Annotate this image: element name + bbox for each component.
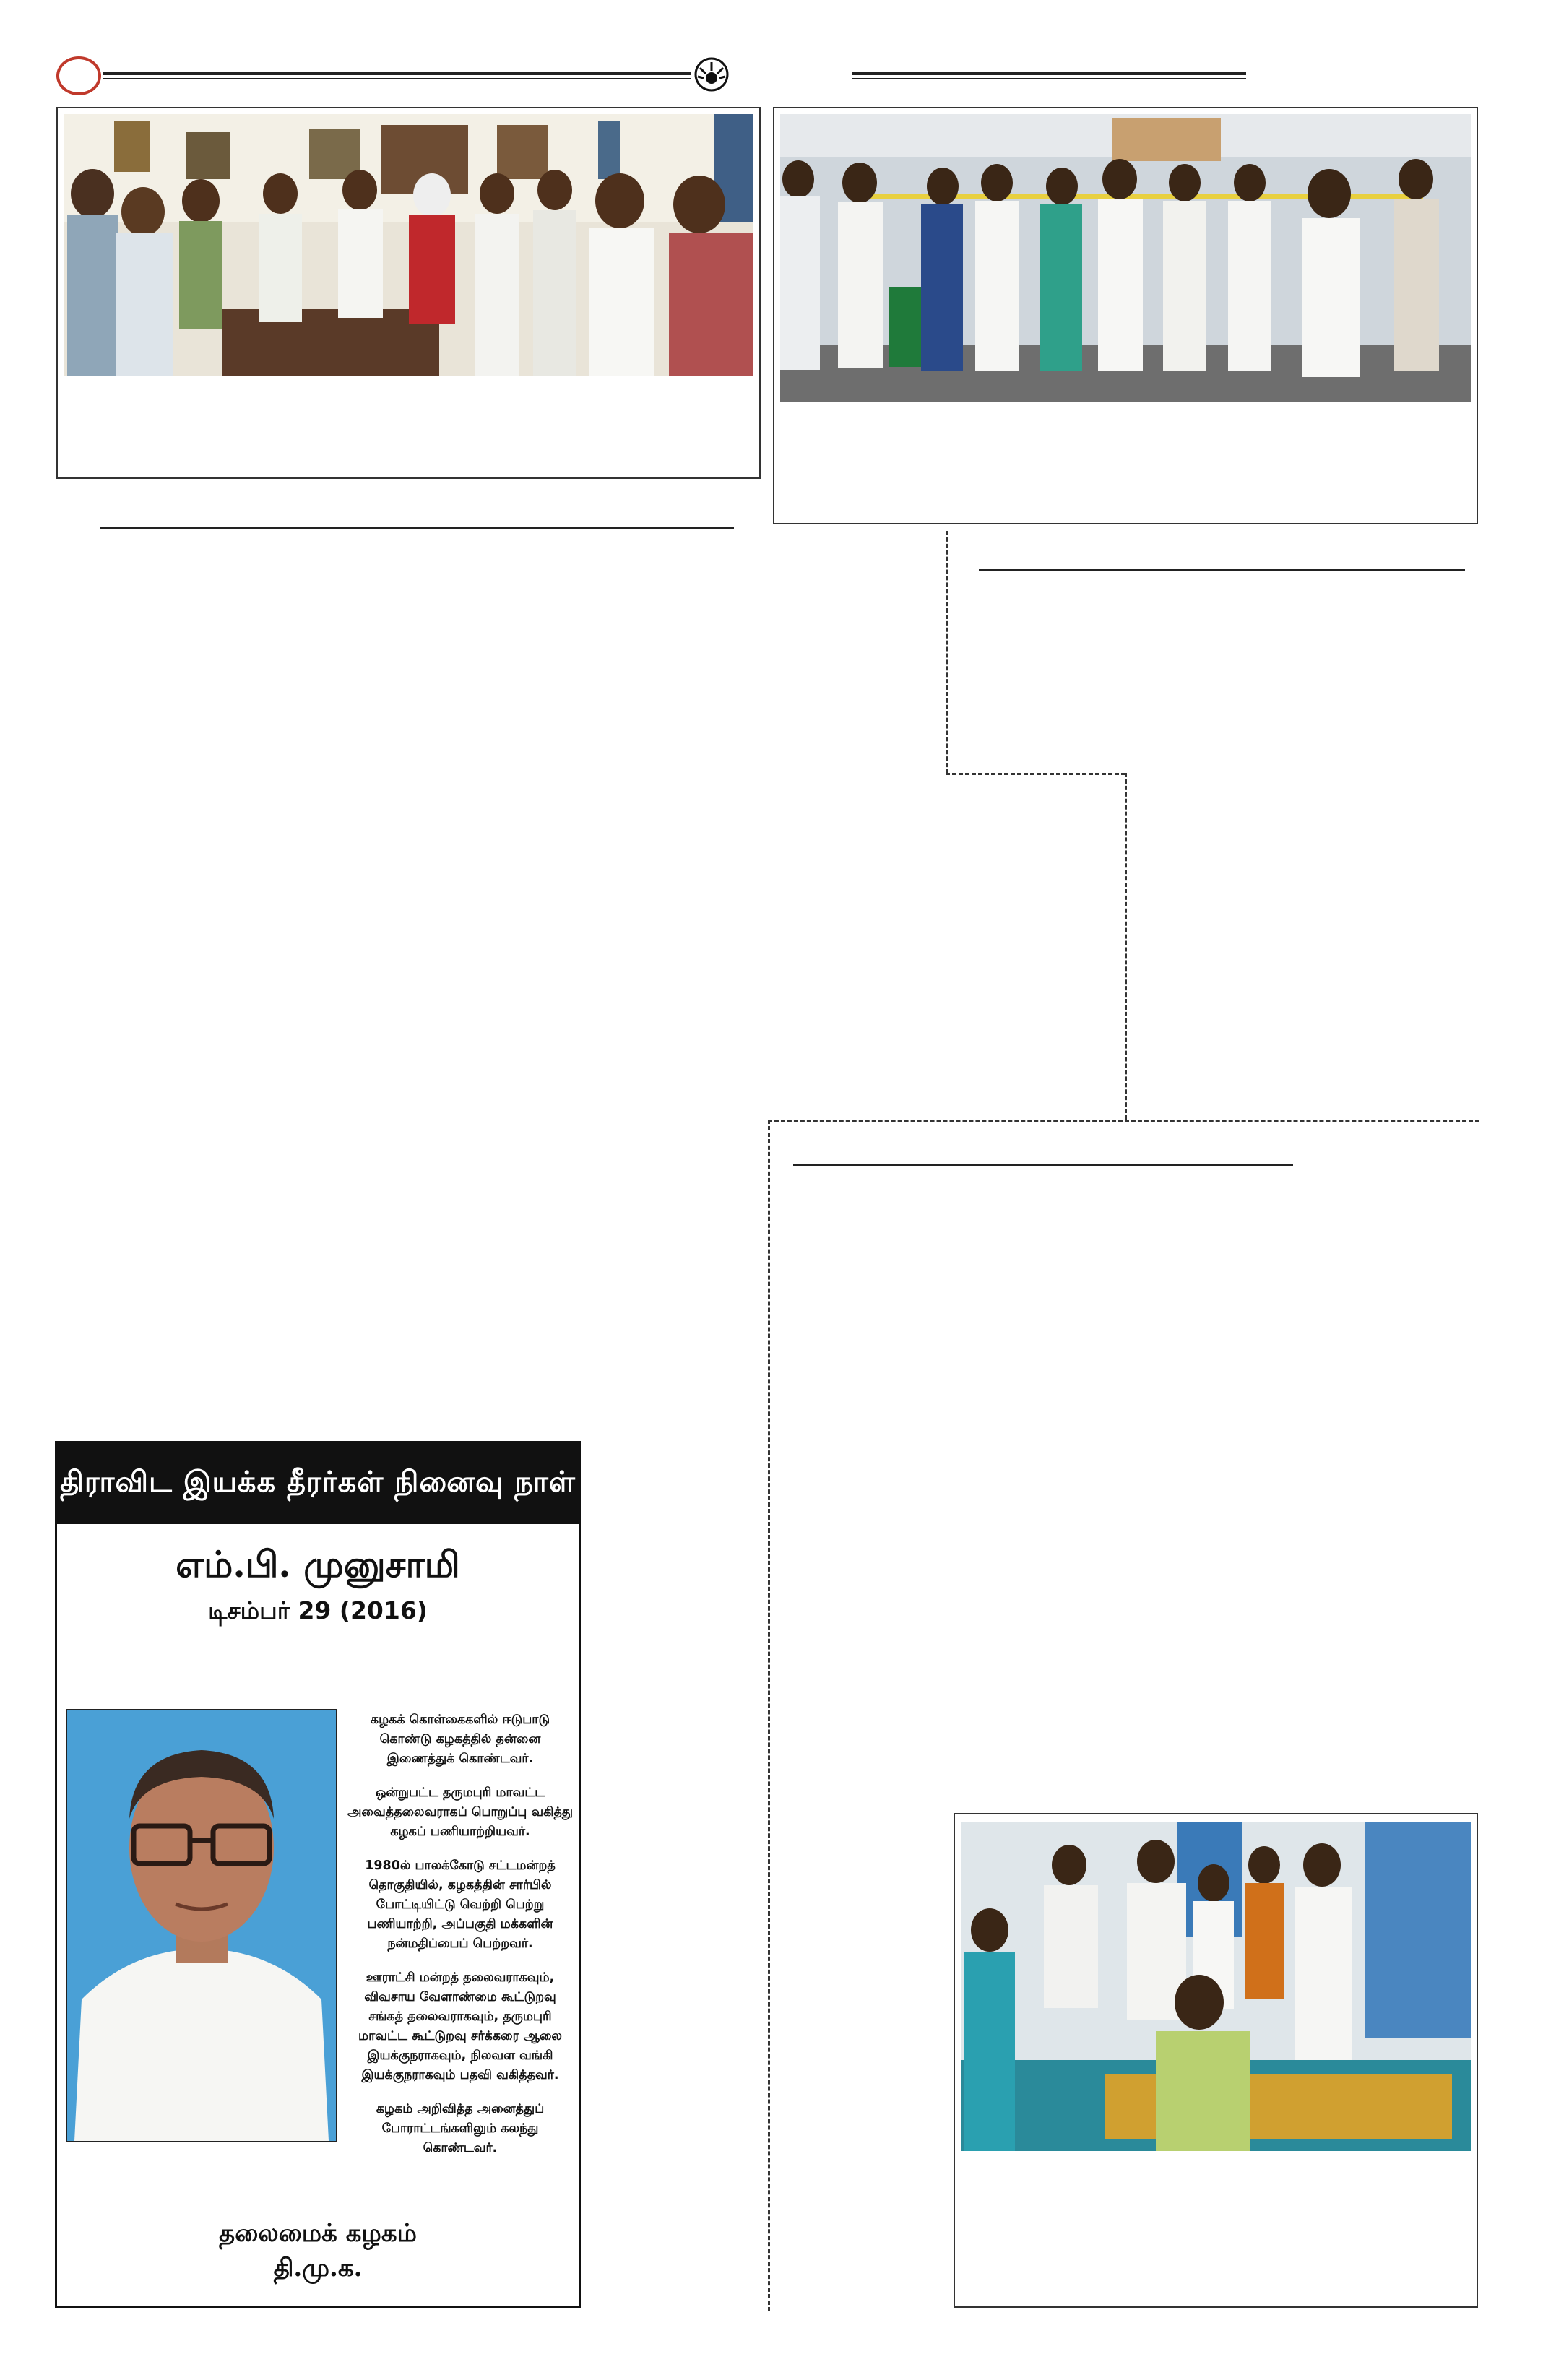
photo-ribbon-cutting	[780, 114, 1471, 402]
divider-dashed-v2	[1125, 773, 1127, 1120]
rising-sun-logo-icon	[693, 56, 730, 92]
divider-dashed-h2	[768, 1120, 1479, 1122]
obituary-date: டிசம்பர் 29 (2016)	[208, 1596, 428, 1624]
obituary-bio-para: ஒன்றுபட்ட தருமபுரி மாவட்ட அவைத்தலைவராகப் பொறுப்பு வகித்து கழகப் பணியாற்றியவர்.	[347, 1786, 574, 1839]
obituary-header: திராவிட இயக்க தீரர்கள் நினைவு நாள்	[57, 1443, 579, 1524]
obituary-card	[55, 1441, 581, 2308]
masthead-circle	[56, 56, 101, 95]
obituary-bio	[346, 1710, 574, 2173]
article-rule-left	[100, 527, 734, 529]
obituary-bio-para: 1980ல் பாலக்கோடு சட்டமன்றத் தொகுதியில், கழகத்தின் சார்பில் போட்டியிட்டு வெற்றி பெற்று பணியாற்றி, அப்பகுதி மக்களின் நன்மதிப்பைப் பெற்றவர்.	[365, 1858, 556, 1951]
divider-dashed-v3	[768, 1120, 770, 2311]
photo-hospital-visit	[961, 1822, 1471, 2151]
obituary-portrait	[66, 1709, 337, 2142]
obituary-org-line1: தலைமைக் கழகம்	[219, 2219, 417, 2248]
obituary-bio-para: கழகக் கொள்கைகளில் ஈடுபாடு கொண்டு கழகத்தில் தன்னை இணைத்துக் கொண்டவர்.	[370, 1713, 550, 1766]
masthead-rule-left-thin	[103, 78, 691, 79]
obituary-org	[57, 2216, 579, 2285]
photo-office-meeting	[64, 114, 753, 376]
obituary-bio-para: கழகம் அறிவித்த அனைத்துப் போராட்டங்களிலும் கலந்து கொண்டவர்.	[376, 2102, 545, 2155]
masthead-rule-left	[103, 72, 691, 75]
obituary-org-line2: தி.மு.க.	[273, 2254, 363, 2282]
article-rule-right-top	[979, 569, 1465, 571]
masthead-rule-right	[852, 72, 1246, 75]
divider-dashed-v1	[946, 531, 948, 774]
obituary-bio-para: ஊராட்சி மன்றத் தலைவராகவும், விவசாய வேளாண்மை கூட்டுறவு சங்கத் தலைவராகவும், தருமபுரி மாவட்ட கூட்டுறவு சர்க்கரை ஆலை இயக்குநராகவும், நிலவள வங்கி இயக்குநராகவும் பதவி வகித்தவர்.	[358, 1970, 562, 2082]
article-rule-right-mid	[793, 1164, 1293, 1166]
masthead-rule-right-thin	[852, 78, 1246, 79]
divider-dashed-h1	[946, 773, 1125, 775]
obituary-name: எம்.பி. முனுசாமி	[176, 1543, 460, 1585]
